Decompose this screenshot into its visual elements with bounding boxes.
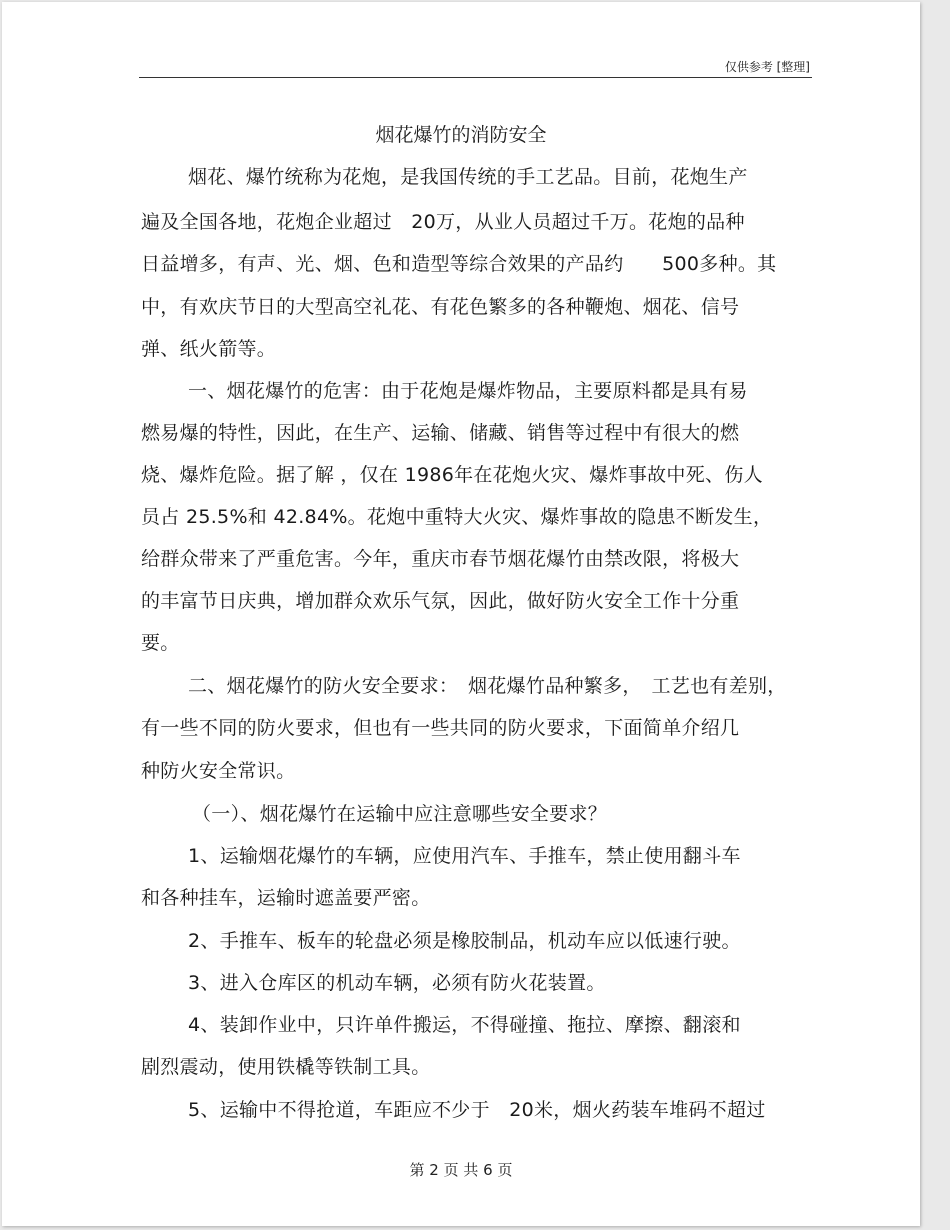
page-title: 烟花爆竹的消防安全 xyxy=(375,124,547,146)
paragraph-line: 要。 xyxy=(141,632,180,654)
paragraph-line: 种防火安全常识。 xyxy=(141,760,296,782)
paragraph-line: 给群众带来了严重危害。今年，重庆市春节烟花爆竹由禁改限，将极大 xyxy=(141,548,740,570)
page-number: 第 2 页 共 6 页 xyxy=(409,1161,513,1179)
paragraph-line: 有一些不同的防火要求，但也有一些共同的防火要求，下面简单介绍几 xyxy=(141,717,740,739)
document-page xyxy=(2,2,920,1226)
paragraph-line: 遍及全国各地，花炮企业超过 20万，从业人员超过千万。花炮的品种 xyxy=(141,211,745,233)
paragraph-line: 的丰富节日庆典，增加群众欢乐气氛，因此，做好防火安全工作十分重 xyxy=(141,590,740,612)
paragraph-line: 一、烟花爆竹的危害：由于花炮是爆炸物品，主要原料都是具有易 xyxy=(188,380,748,402)
list-item: 2、手推车、板车的轮盘必须是橡胶制品，机动车应以低速行驶。 xyxy=(188,930,741,952)
paragraph-line: 弹、纸火箭等。 xyxy=(141,338,277,360)
section-heading: （一）、烟花爆竹在运输中应注意哪些安全要求？ xyxy=(192,803,608,825)
paragraph-line: 烟花、爆竹统称为花炮，是我国传统的手工艺品。目前，花炮生产 xyxy=(188,166,748,188)
paragraph-line: 员占 25.5%和 42.84%。花炮中重特大火灾、爆炸事故的隐患不断发生， xyxy=(141,506,773,528)
list-item: 3、进入仓库区的机动车辆，必须有防火花装置。 xyxy=(188,972,606,994)
list-item: 5、运输中不得抢道，车距应不少于 20米，烟火药装车堆码不超过 xyxy=(188,1099,766,1121)
paragraph-line: 中，有欢庆节日的大型高空礼花、有花色繁多的各种鞭炮、烟花、信号 xyxy=(141,296,740,318)
list-item-continuation: 和各种挂车，运输时遮盖要严密。 xyxy=(141,887,431,909)
header-note: 仅供参考 [整理] xyxy=(724,60,810,74)
list-item-continuation: 剧烈震动，使用铁橇等铁制工具。 xyxy=(141,1056,431,1078)
paragraph-line: 燃易爆的特性，因此，在生产、运输、储藏、销售等过程中有很大的燃 xyxy=(141,422,740,444)
paragraph-line: 二、烟花爆竹的防火安全要求： 烟花爆竹品种繁多， 工艺也有差别， xyxy=(188,675,787,697)
list-item: 1、运输烟花爆竹的车辆，应使用汽车、手推车，禁止使用翻斗车 xyxy=(188,845,741,867)
list-item: 4、装卸作业中，只许单件搬运，不得碰撞、拖拉、摩擦、翻滚和 xyxy=(188,1014,741,1036)
paragraph-line: 烧、爆炸危险。据了解 ，仅在 1986年在花炮火灾、爆炸事故中死、伤人 xyxy=(141,464,763,486)
header-rule xyxy=(139,77,812,78)
paragraph-line: 日益增多，有声、光、烟、色和造型等综合效果的产品约 500多种。其 xyxy=(141,253,777,275)
